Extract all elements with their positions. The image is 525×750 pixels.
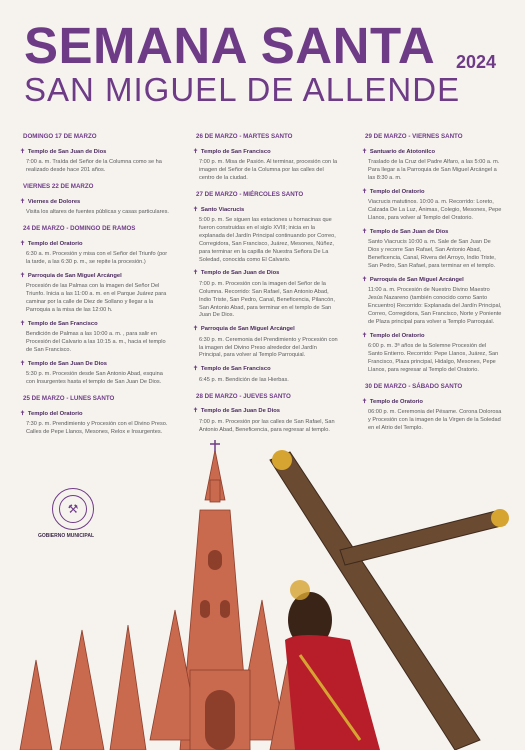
schedule-day (193, 133, 338, 183)
cross-icon: ✝ (20, 148, 25, 155)
event-title (193, 325, 338, 333)
poster-title: SEMANA SANTA (24, 17, 436, 74)
cross-icon: ✝ (362, 332, 367, 339)
day-date: 25 DE MARZO - LUNES SANTO (23, 394, 115, 402)
event-title (362, 332, 502, 340)
schedule-event (20, 148, 170, 175)
event-description: 7:00 a. m. Traída del Señor de la Columna como se ha realizado desde hace 201 años. (26, 159, 162, 173)
event-description: 7:30 p. m. Prendimiento y Procesión con el Divino Preso. Calles de Pepe Llanos, Mesones, Relox e Insurgentes. (26, 420, 168, 435)
schedule-event (362, 398, 502, 433)
event-description: Procesión de las Palmas con la imagen del Señor Del Triunfo. Inicia a las 11:00 a. m. en el Parque Juárez para caminar por la calle de Diez de Sollano y llegar a la Parroquia a la misa de las 12:00 h. (26, 282, 167, 313)
schedule-day (193, 393, 338, 435)
event-title (193, 407, 338, 415)
schedule-event (362, 332, 502, 375)
day-date: 30 DE MARZO - SÁBADO SANTO (365, 382, 463, 390)
schedule-column-1 (20, 133, 170, 445)
day-date: 26 DE MARZO - MARTES SANTO (196, 133, 293, 140)
cross-icon: ✝ (193, 326, 198, 333)
event-description: 6:00 p. m. 3ª años de la Solemne Procesión del Santo Entierro. Recorrido: Pepe Llanos, Juárez, San Francisco, Plaza principal, Hidalgo, Mesones, Pepe Llanos, para regresar al Templo del Oratorio. (368, 342, 499, 373)
schedule-column-2 (193, 133, 338, 442)
schedule-event (362, 228, 502, 271)
schedule-event (20, 410, 170, 437)
event-venue: Parroquia de San Miguel Arcángel (200, 326, 295, 333)
cross-icon: ✝ (193, 408, 198, 415)
event-venue: Santuario de Atotonilco (369, 148, 436, 155)
church-spires (20, 450, 310, 750)
cross-icon: ✝ (20, 320, 25, 327)
event-title (362, 188, 502, 196)
event-description: 06:00 p. m. Ceremonia del Pésame. Corona Dolorosa y Procesión con la imagen de la Virgen de la Soledad en el Atrio del Templo. (368, 408, 502, 431)
cross-icon: ✝ (362, 188, 367, 195)
event-description: Traslado de la Cruz del Padre Alfaro, a las 5:00 a. m. Para llegar a la Parroquia de San Miguel Arcángel a las 8:30 a. m. (368, 159, 500, 181)
event-venue: Templo de San Francisco (200, 148, 271, 155)
schedule-day (362, 133, 502, 375)
event-description: 5:00 p. m. Se siguen las estaciones u hornacinas que fueron construidas en el siglo XVIII; inicia en la explanada del Jardín Principal continuando por Correo, Corregidora, San Francisco, Juárez, Mesones, Núñez, para terminar en la capilla de Nuestra Señora De La Soledad, conocida como El Calvario. (199, 216, 336, 263)
event-description: Visita los altares de fuentes públicas y casas particulares. (26, 208, 169, 215)
event-title (362, 276, 502, 284)
government-label: GOBIERNO MUNICIPAL (38, 533, 95, 539)
event-title (362, 398, 502, 406)
event-venue: Santo Viacrucis (200, 206, 245, 213)
event-title (193, 269, 338, 277)
schedule-day (193, 191, 338, 385)
event-title (20, 240, 170, 248)
day-date: 24 DE MARZO - DOMINGO DE RAMOS (23, 224, 136, 232)
day-date: 27 DE MARZO - MIÉRCOLES SANTO (196, 190, 304, 198)
event-title (20, 198, 170, 206)
day-date: DOMINGO 17 DE MARZO (23, 133, 97, 140)
event-description: Viacrucis matutinos. 10:00 a. m. Recorrido: Loreto, Calzada De La Luz, Ánimas, Colegio, Mesones, Pepe Llanos, para volver al Templo del Oratorio. (368, 199, 502, 221)
schedule-day (20, 183, 170, 217)
event-title (20, 272, 170, 280)
cross-icon: ✝ (20, 410, 25, 417)
poster-subtitle: SAN MIGUEL DE ALLENDE (24, 71, 461, 108)
cross-icon: ✝ (362, 228, 367, 235)
event-venue: Templo del Oratorio (369, 332, 425, 339)
schedule-event (20, 360, 170, 387)
event-description: 6:30 a. m. Procesión y misa con el Señor del Triunfo (por la tarde, a las 6:30 p. m., se repite la procesión.) (26, 250, 168, 265)
cross-icon: ✝ (193, 148, 198, 155)
parroquia-and-nazarene-illustration (0, 440, 525, 750)
cross-icon: ✝ (20, 198, 25, 205)
event-venue: Templo de Oratorio (369, 398, 423, 405)
schedule-event (193, 206, 338, 265)
schedule-column-3 (362, 133, 502, 441)
event-venue: Templo de San Juan De Dios (200, 408, 280, 415)
event-description: 6:45 p. m. Bendición de las Hierbas. (199, 376, 289, 383)
event-title (20, 410, 170, 418)
schedule-event (193, 325, 338, 360)
schedule-day (20, 225, 170, 387)
schedule-event (362, 188, 502, 223)
schedule-event (20, 272, 170, 315)
shield-icon: ⚒ (59, 495, 87, 523)
event-description: 7:00 p. m. Procesión con la imagen del Señor de la Columna. Recorrido: San Rafael, San Antonio Abad, Indio Triste, San Pedro, Canal, Beneficencia, Pilancón, San Antonio Abad, para terminar en el templo de San Juan De Dios. (199, 280, 335, 319)
cross-icon: ✝ (193, 366, 198, 373)
cross-icon: ✝ (20, 360, 25, 367)
cross-icon: ✝ (362, 148, 367, 155)
event-venue: Templo de San Francisco (27, 320, 98, 327)
event-title (20, 148, 170, 156)
event-title (20, 320, 170, 328)
event-venue: Templo de San Juan de Dios (27, 148, 107, 155)
cross-icon: ✝ (20, 240, 25, 247)
event-venue: Templo del Oratorio (27, 410, 83, 417)
event-description: 7:00 p. m. Procesión por las calles de San Rafael, San Antonio Abad, Beneficencia, para regresar al templo. (199, 418, 335, 433)
schedule-event (362, 276, 502, 327)
event-description: Santo Viacrucis 10:00 a. m. Sale de San Juan De Dios y recorre San Rafael, San Antonio Abad, Beneficencia, Canal, Rivera del Arroyo, Indio Triste, San Pedro, San Rafael, para terminar en el templo. (368, 239, 496, 269)
schedule-day (362, 383, 502, 433)
schedule-event (362, 148, 502, 183)
schedule-event (193, 148, 338, 183)
event-venue: Parroquia de San Miguel Arcángel (369, 276, 464, 283)
schedule-event (193, 407, 338, 434)
schedule-event (20, 198, 170, 217)
event-description: 5:30 p. m. Procesión desde San Antonio Abad, esquina con Insurgentes hasta el templo de San Juan De Dios. (26, 370, 163, 385)
schedule-day (20, 133, 170, 175)
cross-icon: ✝ (362, 398, 367, 405)
event-description: Bendición de Palmas a las 10:00 a. m. , para salir en Procesión del Calvario a las 10:15 a. m., hacia el templo de San Francisco. (26, 330, 166, 353)
schedule-event (193, 269, 338, 320)
schedule-event (20, 240, 170, 267)
event-title (362, 148, 502, 156)
event-title (193, 365, 338, 373)
nazarene-figure (270, 450, 509, 750)
event-venue: Templo de San Juan de Dios (369, 228, 449, 235)
poster-year: 2024 (456, 52, 497, 72)
event-venue: Templo de San Juan De Dios (27, 360, 107, 367)
event-description: 6:30 p. m. Ceremonia del Prendimiento y Procesión con la imagen del Divino Preso alrededor del Jardín Principal, para volver al Templo Parroquial. (199, 336, 338, 359)
event-description: 7:00 p. m. Misa de Pasión. Al terminar, procesión con la imagen del Señor de la Columna por las calles del centro de la ciudad. (199, 159, 338, 181)
schedule-event (193, 365, 338, 384)
schedule-day (20, 395, 170, 437)
event-venue: Viernes de Dolores (27, 198, 81, 205)
event-title (193, 206, 338, 214)
day-date: VIERNES 22 DE MARZO (23, 182, 94, 190)
event-venue: Templo de San Francisco (200, 366, 271, 373)
event-title (362, 228, 502, 236)
event-title (20, 360, 170, 368)
event-venue: Templo de San Juan de Dios (200, 270, 280, 277)
cross-icon: ✝ (193, 270, 198, 277)
event-venue: Templo del Oratorio (369, 188, 425, 195)
event-venue: Templo del Oratorio (27, 240, 83, 247)
day-date: 28 DE MARZO - JUEVES SANTO (196, 392, 291, 400)
cross-icon: ✝ (193, 206, 198, 213)
day-date: 29 DE MARZO - VIERNES SANTO (365, 133, 463, 140)
schedule-event (20, 320, 170, 355)
event-description: 11:00 a. m. Procesión de Nuestro Divino Maestro Jesús Nazareno (también conocido como Santo Encuentro) Recorrido: Explanada del Jardín Principal, Correo, Corregidora, San Francisco, Norte y Poniente de Plaza principal para volver a Templo Parroquial. (368, 287, 502, 325)
event-venue: Parroquia de San Miguel Arcángel (27, 272, 122, 279)
cross-icon: ✝ (362, 276, 367, 283)
event-title (193, 148, 338, 156)
cross-icon: ✝ (20, 272, 25, 279)
